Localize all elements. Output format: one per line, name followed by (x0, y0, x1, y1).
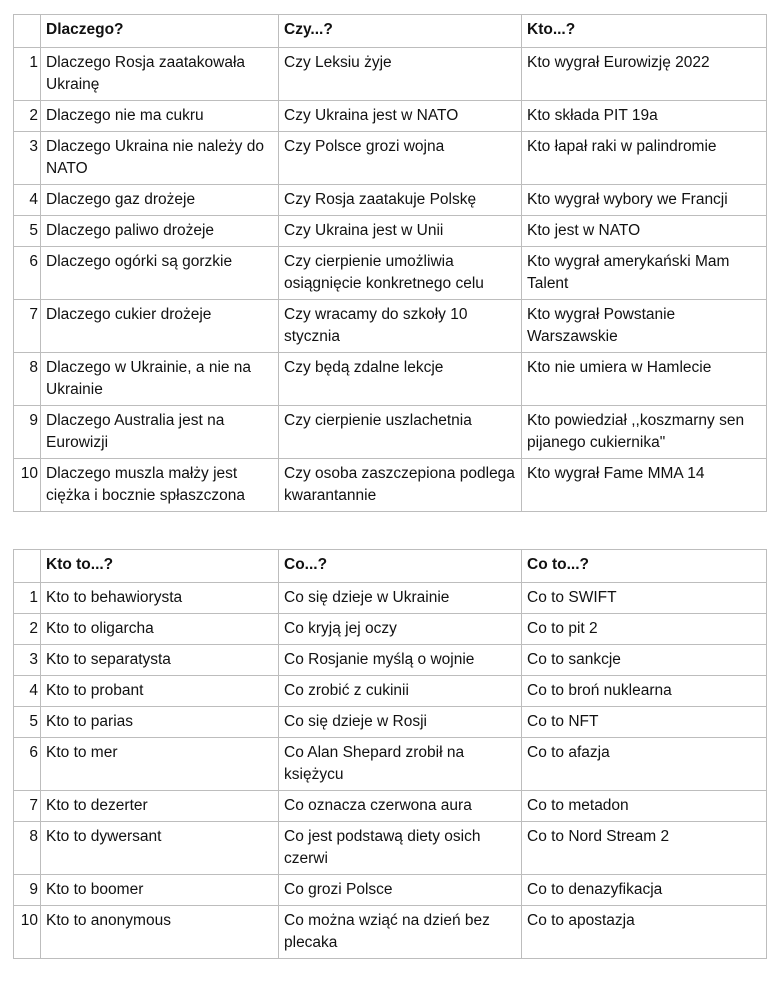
question-col-2: Co Alan Shepard zrobił na księżycu (279, 738, 522, 791)
question-col-2: Czy cierpienie uszlachetnia (279, 406, 522, 459)
question-col-3: Kto wygrał Fame MMA 14 (522, 459, 767, 512)
table-row (14, 101, 767, 132)
question-col-3: Co to SWIFT (522, 583, 767, 614)
table-row (14, 247, 767, 300)
row-number: 8 (14, 353, 41, 406)
question-col-3: Kto nie umiera w Hamlecie (522, 353, 767, 406)
question-col-1: Dlaczego muszla małży jest ciężka i bocznie spłaszczona (41, 459, 279, 512)
table-row (14, 822, 767, 875)
table-row (14, 906, 767, 959)
question-col-2: Czy Leksiu żyje (279, 48, 522, 101)
questions-table-1 (13, 14, 767, 512)
question-col-1: Kto to probant (41, 676, 279, 707)
question-col-1: Kto to mer (41, 738, 279, 791)
question-col-3: Co to NFT (522, 707, 767, 738)
question-col-3: Kto jest w NATO (522, 216, 767, 247)
question-col-3: Co to apostazja (522, 906, 767, 959)
row-number: 5 (14, 216, 41, 247)
table-row (14, 707, 767, 738)
row-number: 1 (14, 583, 41, 614)
question-col-1: Kto to oligarcha (41, 614, 279, 645)
question-col-2: Co jest podstawą diety osich czerwi (279, 822, 522, 875)
question-col-2: Co się dzieje w Rosji (279, 707, 522, 738)
question-col-3: Kto powiedział ,,koszmarny sen pijanego cukiernika" (522, 406, 767, 459)
question-col-2: Co oznacza czerwona aura (279, 791, 522, 822)
question-col-2: Czy będą zdalne lekcje (279, 353, 522, 406)
row-number: 8 (14, 822, 41, 875)
question-col-1: Kto to boomer (41, 875, 279, 906)
row-number: 3 (14, 645, 41, 676)
question-col-3: Co to sankcje (522, 645, 767, 676)
question-col-3: Kto wygrał wybory we Francji (522, 185, 767, 216)
question-col-2: Co Rosjanie myślą o wojnie (279, 645, 522, 676)
question-col-1: Kto to dezerter (41, 791, 279, 822)
question-col-2: Co się dzieje w Ukrainie (279, 583, 522, 614)
question-col-1: Kto to separatysta (41, 645, 279, 676)
question-col-1: Kto to behawiorysta (41, 583, 279, 614)
table-row (14, 676, 767, 707)
row-number: 6 (14, 247, 41, 300)
question-col-3: Kto wygrał amerykański Mam Talent (522, 247, 767, 300)
header-cell-co-to: Co to...? (522, 550, 767, 583)
header-cell-kto-to: Kto to...? (41, 550, 279, 583)
question-col-1: Dlaczego nie ma cukru (41, 101, 279, 132)
table-row (14, 459, 767, 512)
question-col-2: Czy Polsce grozi wojna (279, 132, 522, 185)
question-col-1: Kto to dywersant (41, 822, 279, 875)
row-number: 7 (14, 791, 41, 822)
question-col-3: Co to metadon (522, 791, 767, 822)
questions-table-2 (13, 549, 767, 959)
question-col-1: Dlaczego Ukraina nie należy do NATO (41, 132, 279, 185)
header-cell-kto: Kto...? (522, 15, 767, 48)
row-number: 4 (14, 185, 41, 216)
header-cell-czy: Czy...? (279, 15, 522, 48)
question-col-2: Czy Ukraina jest w Unii (279, 216, 522, 247)
question-col-2: Czy Rosja zaatakuje Polskę (279, 185, 522, 216)
table-row (14, 185, 767, 216)
question-col-1: Dlaczego ogórki są gorzkie (41, 247, 279, 300)
question-col-3: Co to afazja (522, 738, 767, 791)
question-col-2: Co można wziąć na dzień bez plecaka (279, 906, 522, 959)
table-row (14, 406, 767, 459)
row-number: 2 (14, 614, 41, 645)
question-col-3: Co to pit 2 (522, 614, 767, 645)
header-cell-index (14, 550, 41, 583)
question-col-2: Czy wracamy do szkoły 10 stycznia (279, 300, 522, 353)
question-col-2: Czy osoba zaszczepiona podlega kwarantannie (279, 459, 522, 512)
row-number: 9 (14, 406, 41, 459)
table-header-row (14, 15, 767, 48)
header-cell-index (14, 15, 41, 48)
table-row (14, 300, 767, 353)
table-row (14, 791, 767, 822)
question-col-2: Co grozi Polsce (279, 875, 522, 906)
question-col-3: Kto składa PIT 19a (522, 101, 767, 132)
question-col-1: Dlaczego Rosja zaatakowała Ukrainę (41, 48, 279, 101)
question-col-1: Dlaczego cukier drożeje (41, 300, 279, 353)
table-row (14, 132, 767, 185)
question-col-2: Co kryją jej oczy (279, 614, 522, 645)
question-col-1: Dlaczego gaz drożeje (41, 185, 279, 216)
row-number: 6 (14, 738, 41, 791)
question-col-1: Dlaczego Australia jest na Eurowizji (41, 406, 279, 459)
table-row (14, 738, 767, 791)
row-number: 1 (14, 48, 41, 101)
table-row (14, 216, 767, 247)
question-col-1: Kto to anonymous (41, 906, 279, 959)
row-number: 5 (14, 707, 41, 738)
question-col-2: Czy Ukraina jest w NATO (279, 101, 522, 132)
question-col-3: Co to broń nuklearna (522, 676, 767, 707)
table-row (14, 875, 767, 906)
question-col-3: Co to Nord Stream 2 (522, 822, 767, 875)
row-number: 3 (14, 132, 41, 185)
table-row (14, 645, 767, 676)
question-col-3: Co to denazyfikacja (522, 875, 767, 906)
row-number: 10 (14, 459, 41, 512)
table-row (14, 614, 767, 645)
table-header-row (14, 550, 767, 583)
table-row (14, 48, 767, 101)
table-row (14, 353, 767, 406)
question-col-1: Dlaczego paliwo drożeje (41, 216, 279, 247)
header-cell-dlaczego: Dlaczego? (41, 15, 279, 48)
row-number: 7 (14, 300, 41, 353)
row-number: 4 (14, 676, 41, 707)
header-cell-co: Co...? (279, 550, 522, 583)
question-col-2: Co zrobić z cukinii (279, 676, 522, 707)
question-col-3: Kto wygrał Powstanie Warszawskie (522, 300, 767, 353)
question-col-3: Kto wygrał Eurowizję 2022 (522, 48, 767, 101)
question-col-2: Czy cierpienie umożliwia osiągnięcie konkretnego celu (279, 247, 522, 300)
question-col-1: Kto to parias (41, 707, 279, 738)
table-row (14, 583, 767, 614)
row-number: 2 (14, 101, 41, 132)
row-number: 10 (14, 906, 41, 959)
question-col-1: Dlaczego w Ukrainie, a nie na Ukrainie (41, 353, 279, 406)
row-number: 9 (14, 875, 41, 906)
question-col-3: Kto łapał raki w palindromie (522, 132, 767, 185)
